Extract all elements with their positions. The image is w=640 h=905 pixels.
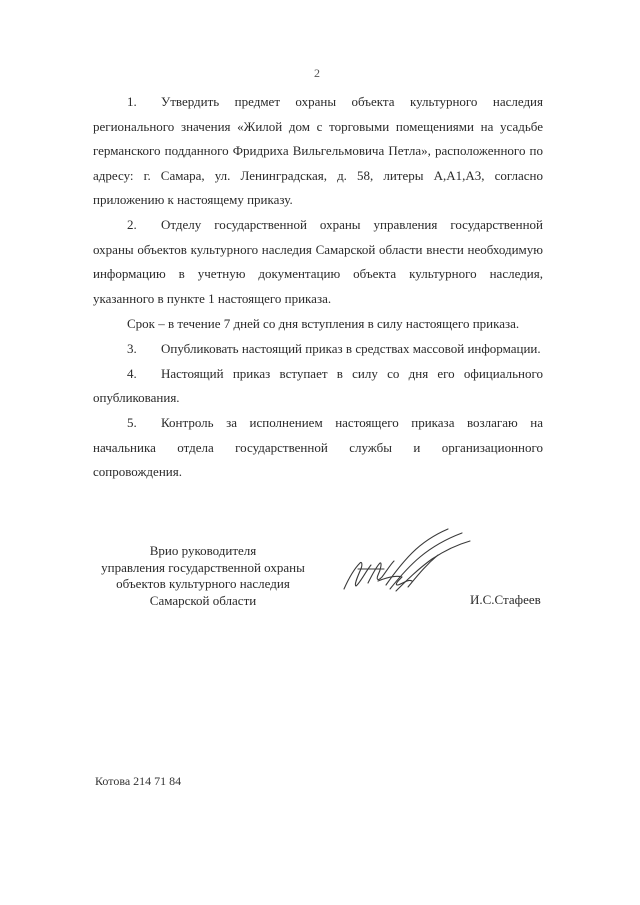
paragraph-2-number: 2. bbox=[127, 217, 137, 232]
paragraph-1 bbox=[93, 90, 543, 213]
paragraph-4 bbox=[93, 362, 543, 411]
paragraph-5 bbox=[93, 411, 543, 485]
signatory-line-4: Самарской области bbox=[149, 592, 257, 608]
paragraph-1-text: Утвердить предмет охраны объекта культурного наследия регионального значения «Жилой дом с торговыми помещениями на усадьбе германского подданного Фридриха Вильгельмовича Петла», расположенного по адресу: г. Самара, ул. Ленинградская, д. 58, литеры А,А1,А3, согласно приложению к настоящему приказу. bbox=[93, 94, 543, 207]
executor-contact: Котова 214 71 84 bbox=[95, 774, 182, 788]
paragraph-5-text: Контроль за исполнением настоящего приказа возлагаю на начальника отдела государственной службы и организационного сопровождения. bbox=[93, 415, 543, 479]
signatory-line-1: Врио руководителя bbox=[149, 543, 257, 558]
paragraph-4-text: Настоящий приказ вступает в силу со дня его официального опубликования. bbox=[93, 365, 543, 405]
order-body bbox=[93, 90, 543, 485]
paragraph-1-number: 1. bbox=[127, 94, 137, 109]
paragraph-3-text: Опубликовать настоящий приказ в средствах массовой информации. bbox=[161, 340, 541, 356]
paragraph-5-number: 5. bbox=[127, 415, 137, 430]
paragraph-3 bbox=[93, 337, 543, 362]
paragraph-2-text: Отделу государственной охраны управления государственной охраны объектов культурного наследия Самарской области внести необходимую информацию в учетную документацию объекта культурного наследия, указанного в пункте 1 настоящего приказа. bbox=[93, 217, 543, 306]
page-number: 2 bbox=[314, 66, 320, 80]
paragraph-3-number: 3. bbox=[127, 340, 137, 356]
signatory-title bbox=[93, 543, 313, 609]
paragraph-deadline bbox=[93, 312, 543, 337]
signatory-line-2: управления государственной охраны bbox=[101, 559, 305, 575]
paragraph-2 bbox=[93, 213, 543, 311]
signer-name: И.С.Стафеев bbox=[470, 592, 541, 607]
paragraph-deadline-text: Срок – в течение 7 дней со дня вступления в силу настоящего приказа. bbox=[127, 315, 520, 331]
signatory-line-3: объектов культурного наследия bbox=[116, 576, 290, 591]
paragraph-4-number: 4. bbox=[127, 365, 137, 381]
handwritten-signature bbox=[338, 525, 478, 605]
